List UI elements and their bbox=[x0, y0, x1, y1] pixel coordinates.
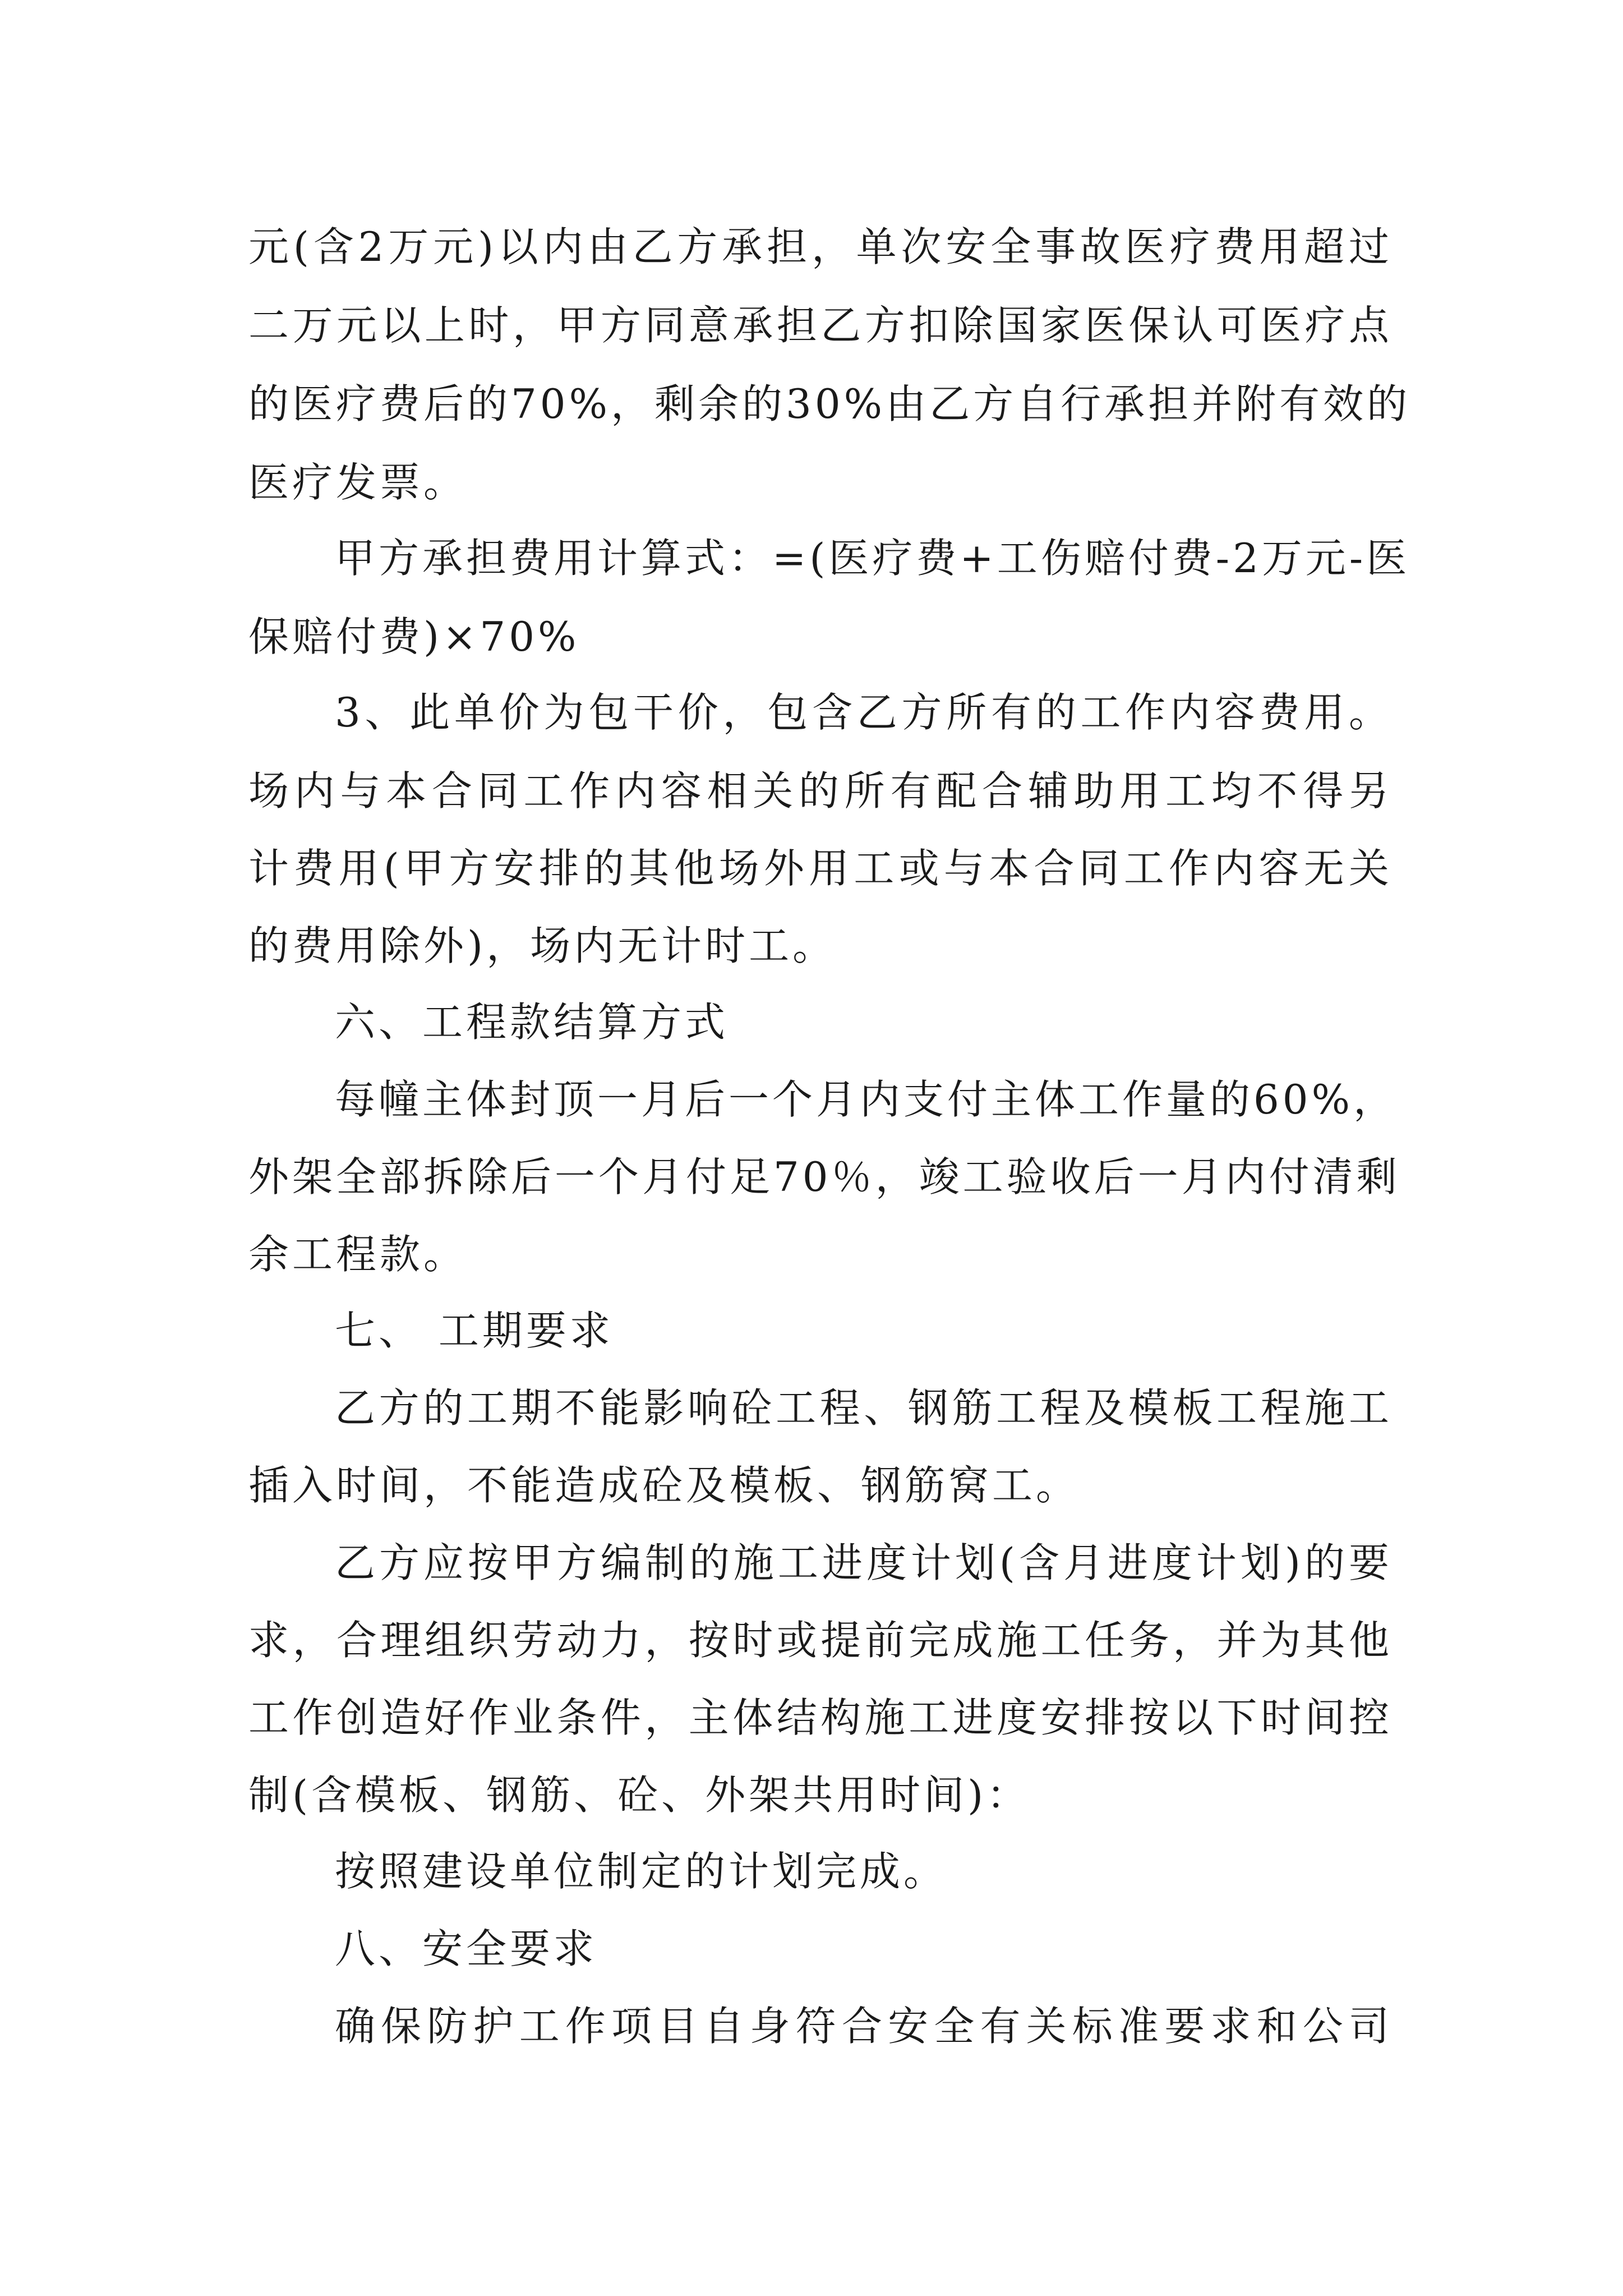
text-line: 按照建设单位制定的计划完成。 bbox=[335, 1848, 948, 1895]
text-line: 3、此单价为包干价，包含乙方所有的工作内容费用。 bbox=[335, 689, 1393, 736]
text-line: 场内与本合同工作内容相关的所有配合辅助用工均不得另 bbox=[248, 767, 1393, 815]
text-line: 的费用除外)，场内无计时工。 bbox=[248, 922, 837, 969]
section-heading: 八、安全要求 bbox=[335, 1925, 598, 1972]
text-line: 乙方的工期不能影响砼工程、钢筋工程及模板工程施工 bbox=[335, 1384, 1393, 1432]
text-line: 二万元以上时，甲方同意承担乙方扣除国家医保认可医疗点 bbox=[248, 302, 1393, 349]
text-line: 计费用(甲方安排的其他场外用工或与本合同工作内容无关 bbox=[248, 845, 1393, 892]
text-line: 医疗发票。 bbox=[248, 459, 468, 506]
text-line: 元(含2万元)以内由乙方承担，单次安全事故医疗费用超过 bbox=[248, 223, 1393, 270]
text-line: 确保防护工作项目自身符合安全有关标准要求和公司 bbox=[335, 2003, 1393, 2050]
text-line: 求，合理组织劳动力，按时或提前完成施工任务，并为其他 bbox=[248, 1617, 1393, 1664]
section-heading: 六、工程款结算方式 bbox=[335, 999, 729, 1046]
text-line: 外架全部拆除后一个月付足70％，竣工验收后一月内付清剩 bbox=[248, 1153, 1400, 1200]
text-line: 插入时间，不能造成砼及模板、钢筋窝工。 bbox=[248, 1462, 1080, 1509]
section-heading: 七、 工期要求 bbox=[335, 1307, 614, 1354]
text-line: 制(含模板、钢筋、砼、外架共用时间)： bbox=[248, 1772, 1031, 1819]
text-line: 甲方承担费用计算式：=(医疗费+工伤赔付费-2万元-医 bbox=[335, 535, 1410, 582]
text-line: 乙方应按甲方编制的施工进度计划(含月进度计划)的要 bbox=[335, 1539, 1393, 1586]
text-line: 保赔付费)×70% bbox=[248, 613, 580, 660]
text-line: 的医疗费后的70%，剩余的30%由乙方自行承担并附有效的 bbox=[248, 380, 1411, 427]
text-line: 工作创造好作业条件，主体结构施工进度安排按以下时间控 bbox=[248, 1694, 1393, 1741]
text-line: 每幢主体封顶一月后一个月内支付主体工作量的60%， bbox=[335, 1076, 1398, 1123]
text-line: 余工程款。 bbox=[248, 1231, 468, 1278]
